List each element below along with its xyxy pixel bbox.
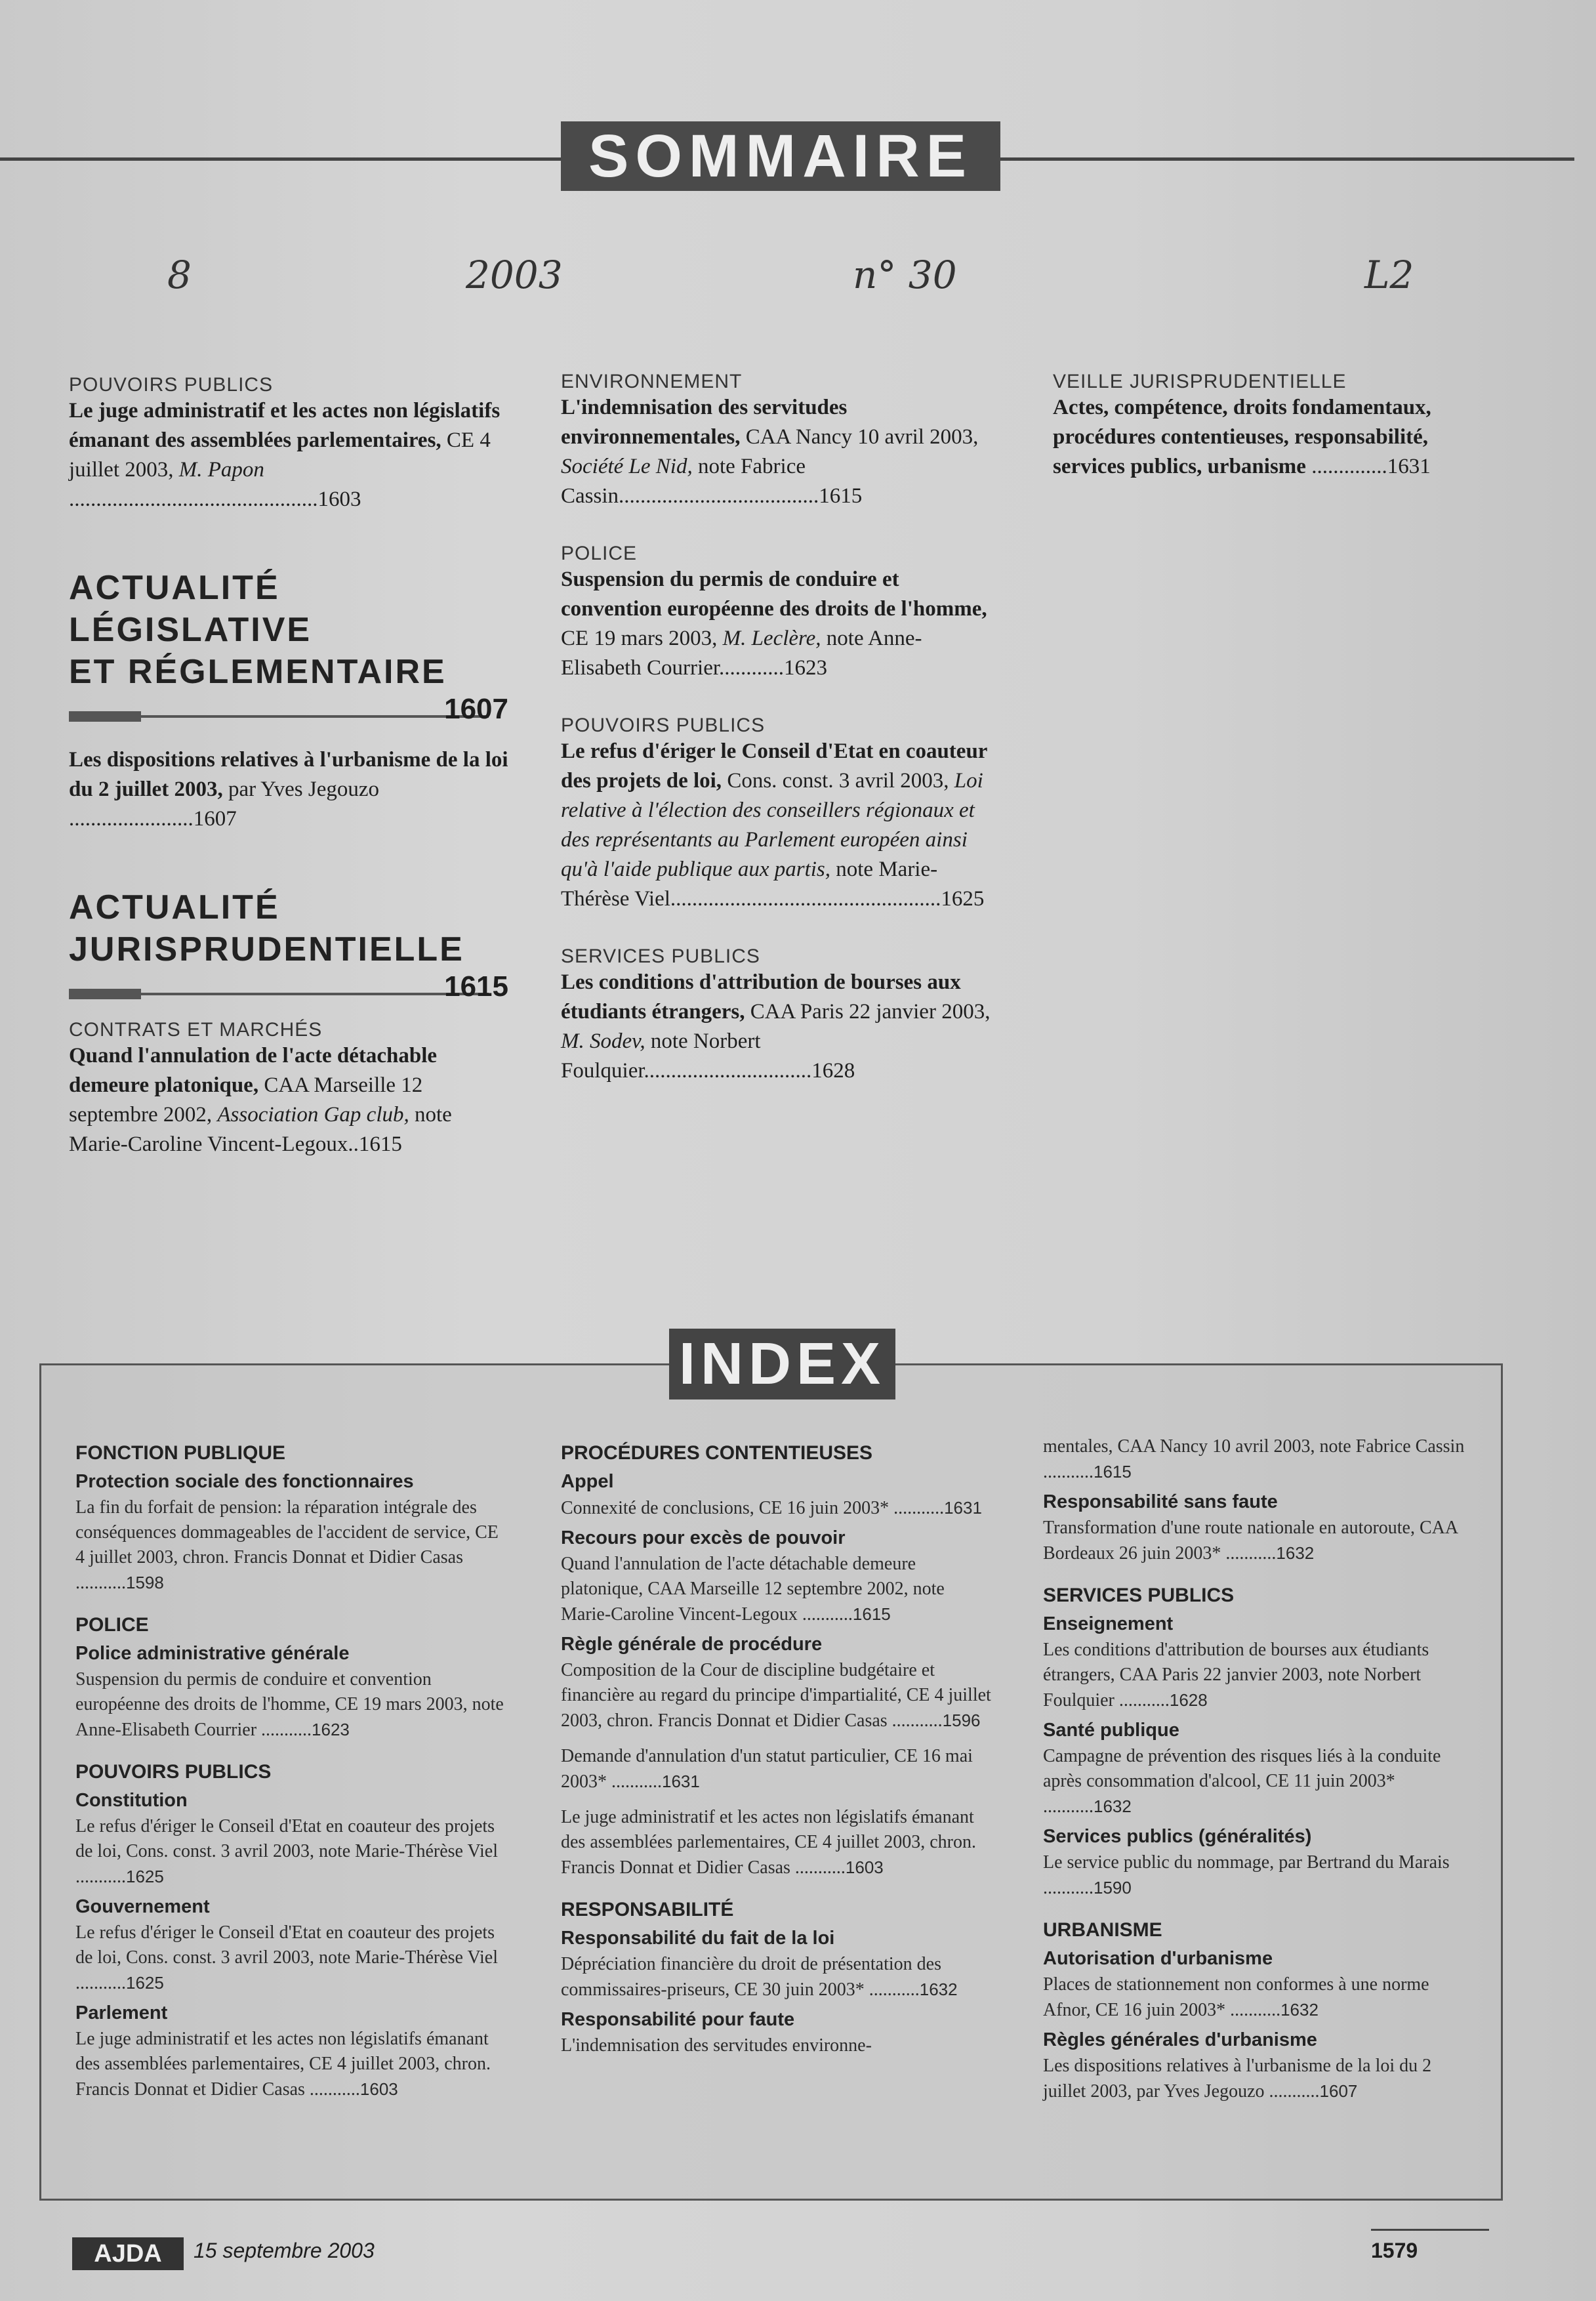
sommaire-entry-services-publics: SERVICES PUBLICS Les conditions d'attribution de bourses aux étudiants étrangers, CAA Paris 22 janvier 2003, M. Sodev, note Norbert Foulquier...............................1628	[561, 945, 1000, 1086]
index-page: 1598	[126, 1573, 164, 1592]
index-text: Quand l'annulation de l'acte détachable demeure platonique, CAA Marseille 12 septembre 2002, note Marie-Caroline Vincent-Legoux	[561, 1554, 945, 1625]
index-text: Le refus d'ériger le Conseil d'Etat en coauteur des projets de loi, Cons. const. 3 avril 2003, note Marie-Thérèse Viel	[75, 1816, 498, 1861]
index-subcategory: Recours pour excès de pouvoir	[561, 1527, 846, 1548]
entry-title: Suspension du permis de conduire et convention européenne des droits de l'homme,	[561, 568, 987, 621]
entry-page: 1603	[317, 487, 361, 511]
entry-page: 1631	[1387, 455, 1431, 478]
index-subcategory: Constitution	[75, 1790, 188, 1811]
entry-note: note Fabrice Cassin	[561, 455, 806, 508]
index-subcategory: Responsabilité du fait de la loi	[561, 1928, 835, 1949]
index-text: Places de stationnement non conformes à une norme Afnor, CE 16 juin 2003*	[1043, 1974, 1429, 2020]
index-page: 1615	[1094, 1462, 1132, 1482]
index-text: Les dispositions relatives à l'urbanisme de la loi du 2 juillet 2003, par Yves Jegouzo	[1043, 2056, 1432, 2102]
index-text: Le juge administratif et les actes non législatifs émanant des assemblées parlementaires, CE 4 juillet 2003, chron. Francis Donnat et Didier Casas	[75, 2029, 491, 2100]
entry-ref: CAA Marseille 12 septembre 2002,	[69, 1073, 423, 1127]
category-label: POUVOIRS PUBLICS	[69, 374, 274, 396]
index-subcategory: Enseignement	[1043, 1613, 1174, 1634]
index-category: URBANISME	[1043, 1919, 1162, 1941]
index-subcategory: Police administrative générale	[75, 1643, 350, 1664]
index-entry: Gouvernement Le refus d'ériger le Conseil d'Etat en coauteur des projets de loi, Cons. const. 3 avril 2003, note Marie-Thérèse Viel ...........1625	[75, 1896, 512, 1996]
index-subcategory: Protection sociale des fonctionnaires	[75, 1471, 414, 1492]
entry-title: L'indemnisation des servitudes environnementales,	[561, 396, 848, 449]
index-text: Dépréciation financière du droit de présentation des commissaires-priseurs, CE 30 juin 2003*	[561, 1954, 941, 2000]
index-subcategory: Gouvernement	[75, 1896, 210, 1917]
index-text: Demande d'annulation d'un statut particulier, CE 16 mai 2003*	[561, 1746, 973, 1792]
entry-note: note Anne-Elisabeth Courrier	[561, 627, 922, 680]
entry-title: Les conditions d'attribution de bourses aux étudiants étrangers,	[561, 970, 961, 1024]
entry-note: note Norbert Foulquier	[561, 1029, 761, 1083]
index-subcategory: Responsabilité sans faute	[1043, 1491, 1278, 1512]
index-text: Les conditions d'attribution de bourses aux étudiants étrangers, CAA Paris 22 janvier 2003, note Norbert Foulquier	[1043, 1640, 1429, 1710]
index-subcategory: Règle générale de procédure	[561, 1634, 823, 1655]
section-title-line2: ET RÉGLEMENTAIRE	[69, 653, 447, 691]
index-entry: Règle générale de procédure Composition de la Cour de discipline budgétaire et financière au regard du principe d'impartialité, CE 4 juillet 2003, chron. Francis Donnat et Didier Casas ...........1596	[561, 1634, 997, 1733]
index-page: 1632	[1094, 1796, 1132, 1816]
index-text: Campagne de prévention des risques liés à la conduite après consommation d'alcool, CE 11 juin 2003*	[1043, 1746, 1441, 1791]
entry-note: note Marie-Caroline Vincent-Legoux	[69, 1103, 452, 1156]
index-subcategory: Responsabilité pour faute	[561, 2009, 795, 2030]
index-text: mentales, CAA Nancy 10 avril 2003, note Fabrice Cassin	[1043, 1436, 1465, 1457]
sommaire-entry-police: POLICE Suspension du permis de conduire et convention européenne des droits de l'homme, CE 19 mars 2003, M. Leclère, note Anne-Elisabeth Courrier............1623	[561, 543, 1000, 683]
index-entry: Responsabilité sans faute Transformation d'une route nationale en autoroute, CAA Bordeaux 26 juin 2003* ...........1632	[1043, 1491, 1473, 1566]
index-text: Le service public du nommage, par Bertrand du Marais	[1043, 1852, 1450, 1873]
index-text: Le refus d'ériger le Conseil d'Etat en coauteur des projets de loi, Cons. const. 3 avril 2003, note Marie-Thérèse Viel	[75, 1922, 498, 1968]
footer-rule	[1371, 2229, 1489, 2231]
section-bar	[69, 970, 508, 1003]
index-text: La fin du forfait de pension: la réparation intégrale des conséquences dommageables de l'accident de service, CE 4 juillet 2003, chron. Francis Donnat et Didier Casas	[75, 1497, 499, 1567]
sommaire-column-1	[69, 374, 508, 1191]
category-label: ENVIRONNEMENT	[561, 371, 743, 392]
section-page: 1607	[444, 693, 508, 725]
footer-date: 15 septembre 2003	[194, 2239, 375, 2262]
index-entry: URBANISME Autorisation d'urbanisme Places de stationnement non conformes à une norme Afnor, CE 16 juin 2003* ...........1632	[1043, 1919, 1473, 2023]
section-bar	[69, 693, 508, 726]
index-category: POLICE	[75, 1614, 149, 1636]
index-entry: POUVOIRS PUBLICS Constitution Le refus d'ériger le Conseil d'Etat en coauteur des projets de loi, Cons. const. 3 avril 2003, note Marie-Thérèse Viel ...........1625	[75, 1761, 512, 1890]
index-text: L'indemnisation des servitudes environne-	[561, 2035, 872, 2056]
entry-page: 1625	[941, 887, 985, 911]
index-entry	[561, 2009, 997, 2058]
index-page: 1596	[942, 1710, 981, 1730]
index-column-2	[561, 1424, 997, 2058]
index-entry: mentales, CAA Nancy 10 avril 2003, note Fabrice Cassin ...........1615	[1043, 1436, 1465, 1482]
entry-page: 1607	[193, 807, 237, 831]
index-page: 1590	[1094, 1878, 1132, 1897]
index-entry: RESPONSABILITÉ Responsabilité du fait de la loi Dépréciation financière du droit de présentation des commissaires-priseurs, CE 30 juin 2003* ...........1632	[561, 1899, 997, 2002]
sommaire-column-2	[561, 371, 1000, 1117]
entry-party: Association Gap club,	[217, 1103, 409, 1127]
index-page: 1628	[1169, 1690, 1208, 1710]
category-label: VEILLE JURISPRUDENTIELLE	[1053, 371, 1347, 392]
index-entry: Parlement Le juge administratif et les actes non législatifs émanant des assemblées parlementaires, CE 4 juillet 2003, chron. Francis Donnat et Didier Casas ...........1603	[75, 2002, 512, 2102]
entry-ref: CE 4 juillet 2003,	[69, 428, 491, 482]
index-page: 1623	[312, 1720, 350, 1739]
handwritten-note-4: L2	[1364, 253, 1414, 297]
section-page: 1615	[444, 970, 508, 1003]
index-page: 1631	[662, 1772, 700, 1791]
entry-party: M. Leclère,	[722, 627, 821, 650]
sommaire-banner: SOMMAIRE	[561, 121, 1000, 191]
index-page: 1631	[944, 1498, 982, 1518]
index-page: 1607	[1319, 2081, 1358, 2101]
handwritten-note-2: 2003	[466, 253, 563, 297]
sommaire-entry-pouvoirs-publics: POUVOIRS PUBLICS Le refus d'ériger le Conseil d'Etat en coauteur des projets de loi, Cons. const. 3 avril 2003, Loi relative à l'élection des conseillers régionaux et des représentants au Parlement européen ainsi qu'à l'aide publique aux partis, note Marie-Thérèse Viel..................................................1625	[561, 715, 1000, 914]
index-subcategory: Autorisation d'urbanisme	[1043, 1948, 1273, 1969]
index-entry: Recours pour excès de pouvoir Quand l'annulation de l'acte détachable demeure platonique, CAA Marseille 12 septembre 2002, note Marie-Caroline Vincent-Legoux ...........1615	[561, 1527, 997, 1627]
index-banner: INDEX	[669, 1329, 895, 1399]
index-entry: Règles générales d'urbanisme Les dispositions relatives à l'urbanisme de la loi du 2 juillet 2003, par Yves Jegouzo ...........1607	[1043, 2029, 1473, 2104]
entry-note: note Marie-Thérèse Viel	[561, 858, 938, 911]
handwritten-note-3: n° 30	[853, 253, 957, 297]
index-page: 1603	[845, 1857, 884, 1877]
handwritten-note-1: 8	[167, 253, 192, 297]
index-entry: Le juge administratif et les actes non législatifs émanant des assemblées parlementaires, CE 4 juillet 2003, chron. Francis Donnat et Didier Casas ...........1603	[561, 1807, 976, 1878]
index-entry: Services publics (généralités) Le service public du nommage, par Bertrand du Marais ...........1590	[1043, 1826, 1473, 1901]
entry-title: Le refus d'ériger le Conseil d'Etat en coauteur des projets de loi,	[561, 739, 987, 793]
category-label: SERVICES PUBLICS	[561, 945, 760, 967]
entry-ref: CAA Paris 22 janvier 2003,	[750, 1000, 991, 1024]
entry-party: M. Papon	[178, 458, 264, 482]
entry-page: 1615	[358, 1132, 402, 1156]
category-label: CONTRATS ET MARCHÉS	[69, 1019, 323, 1041]
index-column-3	[1043, 1424, 1473, 2104]
entry-title: Les dispositions relatives à l'urbanisme de la loi du 2 juillet 2003,	[69, 748, 508, 801]
entry-party: Loi relative à l'élection des conseillers régionaux et des représentants au Parlement européen ainsi qu'à l'aide publique aux partis,	[561, 769, 983, 881]
section-title-line2: JURISPRUDENTIELLE	[69, 930, 464, 968]
index-text: Suspension du permis de conduire et convention européenne des droits de l'homme, CE 19 mars 2003, note Anne-Elisabeth Courrier	[75, 1669, 504, 1740]
page-number: 1579	[1371, 2239, 1418, 2262]
index-column-1	[75, 1424, 512, 2102]
index-entry: Santé publique Campagne de prévention des risques liés à la conduite après consommation d'alcool, CE 11 juin 2003* ...........1632	[1043, 1720, 1473, 1819]
entry-party: Société Le Nid,	[561, 455, 693, 478]
section-title-line1: ACTUALITÉ	[69, 888, 280, 926]
index-subcategory: Parlement	[75, 2002, 168, 2023]
entry-ref: CE 19 mars 2003,	[561, 627, 718, 650]
entry-author: par Yves Jegouzo	[228, 777, 380, 801]
entry-page: 1623	[784, 656, 828, 680]
index-entry: SERVICES PUBLICS Enseignement Les conditions d'attribution de bourses aux étudiants étrangers, CAA Paris 22 janvier 2003, note Norbert Foulquier ...........1628	[1043, 1585, 1473, 1713]
index-category: FONCTION PUBLIQUE	[75, 1442, 285, 1464]
index-entry: FONCTION PUBLIQUE Protection sociale des fonctionnaires La fin du forfait de pension: la réparation intégrale des conséquences dommageables de l'accident de service, CE 4 juillet 2003, chron. Francis Donnat et Didier Casas ...........1598	[75, 1442, 512, 1596]
entry-title: Actes, compétence, droits fondamentaux, procédures contentieuses, responsabilité, services publics, urbanisme	[1053, 396, 1431, 478]
index-subcategory: Services publics (généralités)	[1043, 1826, 1312, 1847]
index-category: PROCÉDURES CONTENTIEUSES	[561, 1442, 873, 1464]
section-title-line1: ACTUALITÉ LÉGISLATIVE	[69, 569, 312, 649]
entry-title: Quand l'annulation de l'acte détachable demeure platonique,	[69, 1044, 438, 1097]
index-text: Le juge administratif et les actes non législatifs émanant des assemblées parlementaires, CE 4 juillet 2003, chron. Francis Donnat et Didier Casas	[561, 1807, 976, 1878]
ajda-logo: AJDA	[72, 2237, 184, 2270]
index-entry: Demande d'annulation d'un statut particulier, CE 16 mai 2003* ...........1631	[561, 1746, 973, 1792]
index-text: Connexité de conclusions, CE 16 juin 2003*	[561, 1498, 890, 1518]
index-entry: PROCÉDURES CONTENTIEUSES Appel Connexité de conclusions, CE 16 juin 2003* ...........1631	[561, 1442, 997, 1521]
section-actualite-legislative: ACTUALITÉ LÉGISLATIVE ET RÉGLEMENTAIRE 1607 Les dispositions relatives à l'urbanisme de la loi du 2 juillet 2003, par Yves Jegouzo .......................1607	[69, 567, 508, 834]
index-category: RESPONSABILITÉ	[561, 1899, 734, 1920]
sommaire-entry-environnement: ENVIRONNEMENT L'indemnisation des servitudes environnementales, CAA Nancy 10 avril 2003, Société Le Nid, note Fabrice Cassin.....................................1615	[561, 371, 1000, 511]
category-label: POLICE	[561, 543, 638, 564]
section-actualite-jurisprudentielle: ACTUALITÉ JURISPRUDENTIELLE 1615 CONTRATS ET MARCHÉS Quand l'annulation de l'acte détachable demeure platonique, CAA Marseille 12 septembre 2002, Association Gap club, note Marie-Caroline Vincent-Legoux..1615	[69, 886, 508, 1159]
index-subcategory: Santé publique	[1043, 1720, 1179, 1741]
index-category: SERVICES PUBLICS	[1043, 1585, 1235, 1606]
index-page: 1625	[126, 1867, 164, 1886]
entry-page: 1628	[811, 1059, 855, 1083]
entry-ref: Cons. const. 3 avril 2003,	[727, 769, 949, 793]
entry-party: M. Sodev,	[561, 1029, 645, 1053]
index-subcategory: Règles générales d'urbanisme	[1043, 2029, 1317, 2050]
index-page: 1625	[126, 1973, 164, 1993]
sommaire-entry-veille: VEILLE JURISPRUDENTIELLE Actes, compétence, droits fondamentaux, procédures contentieuses, responsabilité, services publics, urbanisme ..............1631	[1053, 371, 1486, 482]
index-page: 1603	[359, 2079, 398, 2099]
entry-title: Le juge administratif et les actes non législatifs émanant des assemblées parlementaires,	[69, 399, 501, 452]
index-page: 1632	[919, 1980, 958, 1999]
sommaire-column-3	[1053, 371, 1486, 513]
index-category: POUVOIRS PUBLICS	[75, 1761, 272, 1783]
entry-ref: CAA Nancy 10 avril 2003,	[745, 425, 979, 449]
index-text: Composition de la Cour de discipline budgétaire et financière au regard du principe d'impartialité, CE 4 juillet 2003, chron. Francis Donnat et Didier Casas	[561, 1660, 991, 1731]
entry-page: 1615	[819, 484, 863, 508]
sommaire-entry-pouvoirs-publics: POUVOIRS PUBLICS Le juge administratif et les actes non législatifs émanant des assemblées parlementaires, CE 4 juillet 2003, M. Papon ..............................................1603	[69, 374, 508, 514]
index-page: 1632	[1280, 2000, 1319, 2020]
category-label: POUVOIRS PUBLICS	[561, 715, 766, 736]
index-entry: POLICE Police administrative générale Suspension du permis de conduire et convention européenne des droits de l'homme, CE 19 mars 2003, note Anne-Elisabeth Courrier ...........1623	[75, 1614, 512, 1743]
index-page: 1615	[852, 1604, 891, 1624]
index-text: Transformation d'une route nationale en autoroute, CAA Bordeaux 26 juin 2003*	[1043, 1518, 1458, 1564]
index-page: 1632	[1276, 1543, 1315, 1563]
index-subcategory: Appel	[561, 1471, 614, 1492]
